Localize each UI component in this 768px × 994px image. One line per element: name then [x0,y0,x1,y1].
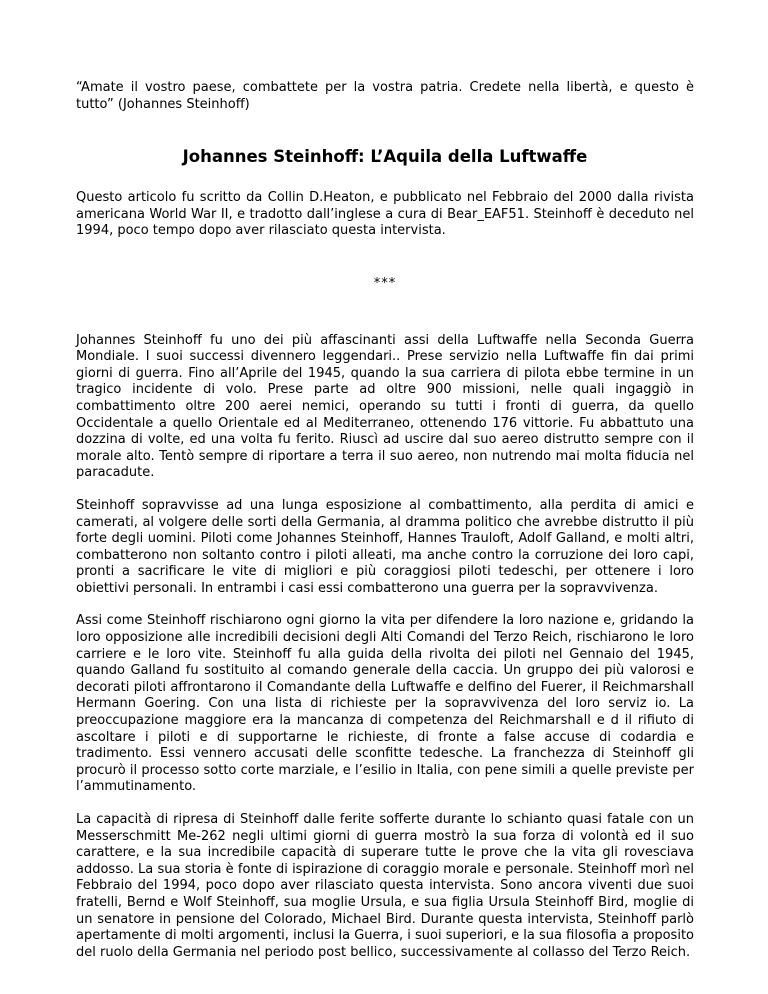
body-paragraph-1: Johannes Steinhoff fu uno dei più affascinanti assi della Luftwaffe nella Seconda Guerra Mondiale. I suoi successi divennero leggendari.. Prese servizio nella Luftwaffe fin dai primi giorni di guerra. Fino all’Aprile del 1945, quando la sua carriera di pilota ebbe termine in un tragico incidente di volo. Prese parte ad oltre 900 missioni, nelle quali ingaggiò in combattimento oltre 200 aerei nemici, operando su tutti i fronti di guerra, da quello Occidentale a quello Orientale ed al Mediterraneo, ottenendo 176 vittorie. Fu abbattuto una dozzina di volte, ed una volta fu ferito. Riuscì ad uscire dal suo aereo distrutto sempre con il morale alto. Tentò sempre di riportare a terra il suo aereo, non nutrendo mai molta fiducia nel paracadute. [76,332,694,481]
opening-quote: “Amate il vostro paese, combattete per la vostra patria. Credete nella libertà, e questo è tutto” (Johannes Steinhoff) [76,80,694,112]
body-paragraph-2: Steinhoff sopravvisse ad una lunga esposizione al combattimento, alla perdita di amici e camerati, al volgere delle sorti della Germania, al dramma politico che avrebbe distrutto il più forte degli uomini. Piloti come Johannes Steinhoff, Hannes Trauloft, Adolf Galland, e molti altri, combatterono non soltanto contro i piloti alleati, ma anche contro la corruzione dei loro capi, pronti a sacrificare le vite di migliori e più coraggiosi piloti tedeschi, per ottenere i loro obiettivi personali. In entrambi i casi essi combatterono una guerra per la sopravvivenza. [76,497,694,596]
section-separator: *** [373,275,397,291]
document-page [76,80,694,977]
body-paragraph-4: La capacità di ripresa di Steinhoff dalle ferite sofferte durante lo schianto quasi fatale con un Messerschmitt Me-262 negli ultimi giorni di guerra mostrò la sua forza di volontà ed il suo carattere, e la sua incredibile capacità di superare tutte le prove che la vita gli rovesciava addosso. La sua storia è fonte di ispirazione di coraggio morale e personale. Steinhoff morì nel Febbraio del 1994, poco dopo aver rilasciato questa intervista. Sono ancora viventi due suoi fratelli, Bernd e Wolf Steinhoff, sua moglie Ursula, e sua figlia Ursula Steinhoff Bird, moglie di un senatore in pensione del Colorado, Michael Bird. Durante questa intervista, Steinhoff parlò apertamente di molti argomenti, inclusi la Guerra, i suoi superiori, e la sua filosofia a proposito del ruolo della Germania nel periodo post bellico, successivamente al collasso del Terzo Reich. [76,812,694,960]
body-paragraph-3: Assi come Steinhoff rischiarono ogni giorno la vita per difendere la loro nazione e, gridando la loro opposizione alle incredibili decisioni degli Alti Comandi del Terzo Reich, rischiarono le loro carriere e le loro vite. Steinhoff fu alla guida della rivolta dei piloti nel Gennaio del 1945, quando Galland fu sostituito al comando generale della caccia. Un gruppo dei più valorosi e decorati piloti affrontarono il Comandante della Luftwaffe e delfino del Fuerer, il Reichmarshall Hermann Goering. Con una lista di richieste per la sopravvivenza del loro serviz io. La preoccupazione maggiore era la mancanza di competenza del Reichmarshall e d il rifiuto di ascoltare i piloti e di supportarne le richieste, di fronte a false accuse di codardia e tradimento. Essi vennero accusati delle sconfitte tedesche. La franchezza di Steinhoff gli procurò il processo sotto corte marziale, e l’esilio in Italia, con pene simili a quelle previste per l’ammutinamento. [76,613,694,795]
intro-paragraph: Questo articolo fu scritto da Collin D.Heaton, e pubblicato nel Febbraio del 2000 dalla rivista americana World War II, e tradotto dall’inglese a cura di Bear_EAF51. Steinhoff è deceduto nel 1994, poco tempo dopo aver rilasciato questa intervista. [76,190,694,239]
article-title: Johannes Steinhoff: L’Aquila della Luftwaffe [182,147,588,167]
